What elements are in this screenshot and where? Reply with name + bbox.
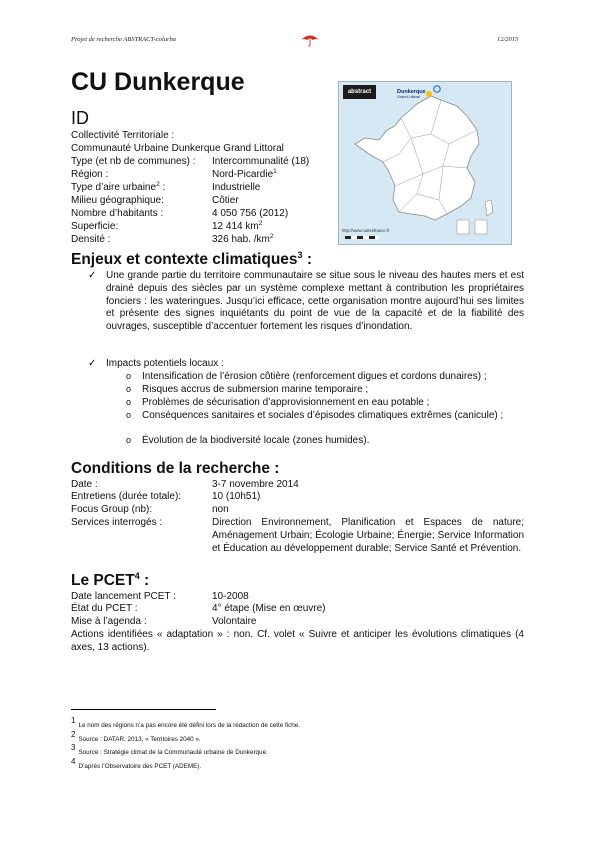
page-title: CU Dunkerque [71, 68, 245, 96]
collectivite-value: Communauté Urbaine Dunkerque Grand Littoral [71, 143, 284, 154]
enjeux-paragraph: Une grande partie du territoire communautaire se situe sous le niveau des hautes mers et est drainé depuis des siècles par un système complexe mettant à contribution les propriétaires fonciers : les wateringues. Jusqu’ici efficace, cette organisation montre aujourd’hui ses limites et présente des signes inquiétants du point de vue de la capacité et de la fiabilité des ouvrages, susceptible d’accentuer fortement les risques d’inondation. [106, 270, 524, 333]
habitants-value: 4 050 756 (2012) [212, 208, 289, 219]
map-city-label: Dunkerque [397, 89, 426, 95]
agenda-value: Volontaire [212, 616, 257, 627]
densite-label: Densité : [71, 234, 111, 245]
footnote-divider [71, 709, 216, 710]
circle-bullet-icon: o [126, 435, 132, 445]
agenda-label: Mise à l’agenda : [71, 616, 147, 627]
header-date: 12/2015 [497, 36, 519, 43]
pcet-date-value: 10-2008 [212, 591, 249, 602]
pcet-heading: Le PCET$^4$ : [71, 571, 150, 590]
footnote-ref-1: 1 [273, 168, 277, 175]
impacts-label: Impacts potentiels locaux : [106, 358, 224, 369]
aire-urbaine-value: Industrielle [212, 182, 261, 193]
impact-item: Conséquences sanitaires et sociales d’épisodes climatiques extrêmes (canicule) ; [142, 410, 504, 421]
region-value: Nord-Picardie$^1$ [212, 168, 277, 180]
date-value: 3-7 novembre 2014 [212, 479, 299, 490]
collectivite-label: Collectivité Territoriale : [71, 130, 175, 141]
france-map-drawing [339, 82, 511, 244]
checkmark-icon: ✓ [88, 270, 97, 281]
entretiens-value: 10 (10h51) [212, 491, 261, 502]
milieu-label: Milieu géographique: [71, 195, 164, 206]
pcet-etat-label: État du PCET : [71, 603, 138, 614]
footnote-1: 1Le nom des régions n’a pas encore été défini lors de la rédaction de cette fiche. [71, 716, 301, 729]
footnote-4: 4D’après l’Observatoire des PCET (ADEME). [71, 757, 202, 770]
circle-bullet-icon: o [126, 384, 132, 394]
services-value: Direction Environnement, Planification et Espaces de nature; Aménagement Urbain; Écologie Urbaine; Énergie; Service Information et Éducation au développement durable; Service Santé et Prévention. [212, 517, 524, 554]
densite-value: 326 hab. $/km^2$ [212, 233, 274, 245]
footnote-ref-2: 2 [156, 181, 160, 188]
type-value: Intercommunalité (18) [212, 156, 310, 167]
milieu-value: Côtier [212, 195, 239, 206]
footnote-ref-3: 3 [297, 250, 303, 260]
focus-group-value: non [212, 504, 229, 515]
header-project-title: Projet de recherche ABSTRACT-colurba [71, 36, 176, 43]
footnote-2: 2Source : DATAR, 2013, « Territoires 2040 ». [71, 730, 201, 743]
red-umbrella-icon [300, 33, 320, 47]
region-label: Région : [71, 169, 109, 180]
actions-paragraph: Actions identifiées « adaptation » : non. Cf. volet « Suivre et anticiper les évolutions climatiques (4 axes, 13 actions). [71, 629, 524, 653]
date-label: Date : [71, 479, 98, 490]
circle-bullet-icon: o [126, 397, 132, 407]
map-scale-bar [345, 236, 379, 239]
impact-item: Évolution de la biodiversité locale (zones humides). [142, 435, 370, 446]
superficie-label: Superficie: [71, 221, 119, 232]
aire-urbaine-label: Type d’aire urbaine$^2$ : [71, 181, 166, 193]
type-label: Type (et nb de communes) : [71, 156, 196, 167]
enjeux-heading: Enjeux et contexte climatiques$^3$ : [71, 250, 313, 269]
france-map [338, 81, 512, 245]
map-city-sublabel: Grand Littoral [397, 95, 421, 99]
pcet-etat-value: 4° étape (Mise en œuvre) [212, 603, 326, 614]
impact-item: Intensification de l’érosion côtière (renforcement digues et cordons dunaires) ; [142, 371, 487, 382]
superficie-value: 12 414 $km^2$ [212, 220, 263, 232]
map-source-url: http://www.cartesfrance.fr [342, 228, 390, 233]
habitants-label: Nombre d’habitants : [71, 208, 164, 219]
services-label: Services interrogés : [71, 517, 163, 528]
footnote-3: 3Source : Stratégie climat de la Communauté urbaine de Dunkerque. [71, 743, 268, 756]
impact-item: Problèmes de sécurisation d’approvisionnement en eau potable ; [142, 397, 430, 408]
checkmark-icon: ✓ [88, 358, 97, 369]
footnote-ref-4: 4 [134, 571, 140, 581]
abstract-logo: abstract [343, 85, 376, 99]
id-heading: ID [71, 108, 89, 128]
conditions-heading: Conditions de la recherche : [71, 460, 280, 477]
entretiens-label: Entretiens (durée totale): [71, 491, 182, 502]
focus-group-label: Focus Group (nb): [71, 504, 153, 515]
impact-item: Risques accrus de submersion marine temporaire ; [142, 384, 369, 395]
circle-bullet-icon: o [126, 371, 132, 381]
pcet-date-label: Date lancement PCET : [71, 591, 176, 602]
circle-bullet-icon: o [126, 410, 132, 420]
dunkerque-marker [426, 91, 432, 97]
